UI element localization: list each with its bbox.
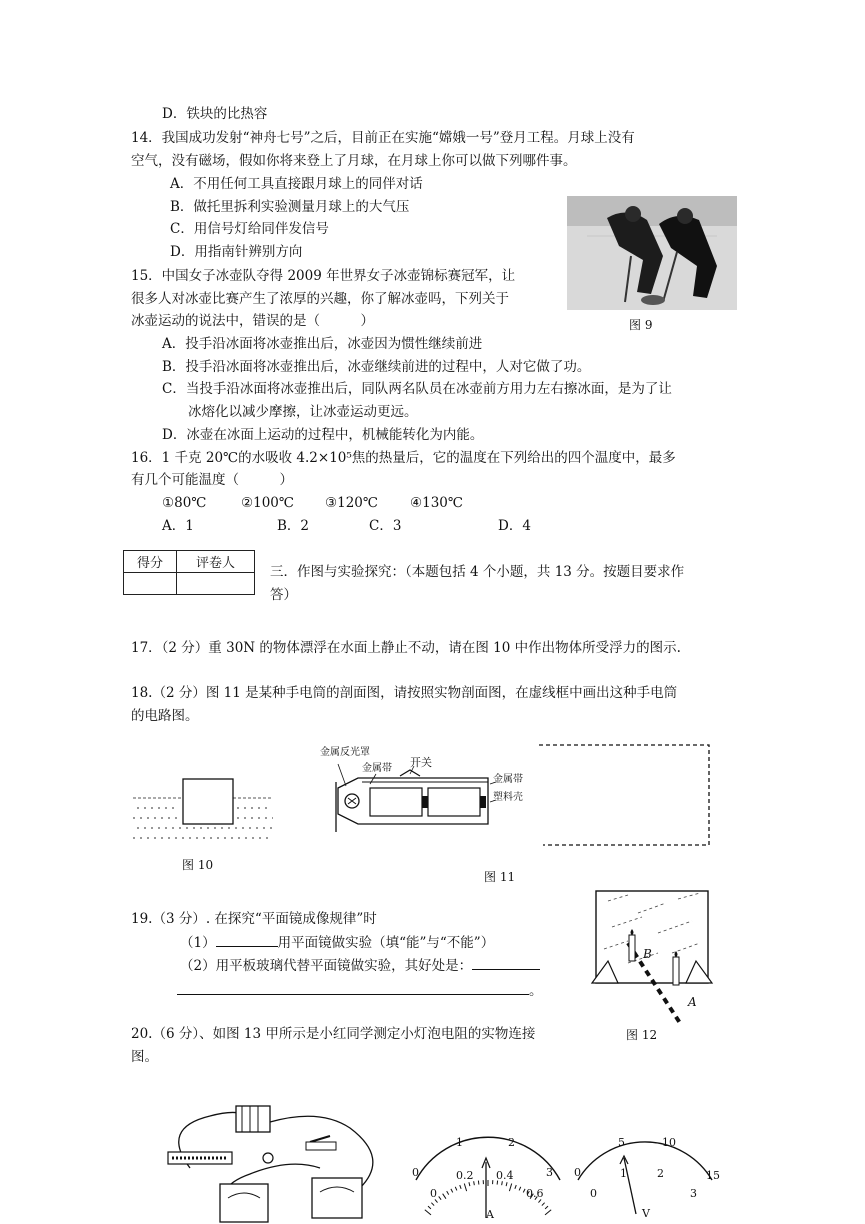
q15-line1: 15．中国女子冰壶队夺得 2009 年世界女子冰壶锦标赛冠军，让 [131, 268, 516, 284]
section3-line1: 三．作图与实验探究：（本题包括 4 个小题，共 13 分。按题目要求作 [270, 564, 685, 580]
grader-header: 评卷人 [177, 551, 255, 573]
ammeter-bottom-2: 0.4 [496, 1169, 514, 1182]
q15-line2: 很多人对冰壶比赛产生了浓厚的兴趣，你了解冰壶吗，下列关于 [131, 291, 509, 307]
fig12-label-a: A [688, 995, 697, 1009]
q19-blank-3[interactable] [177, 980, 529, 995]
grade-box [123, 550, 255, 595]
ammeter-tick [431, 1203, 434, 1206]
q19-part1-suffix: 用平面镜做实验（填“能”与“不能”） [277, 935, 495, 951]
figure-11-caption: 图 11 [484, 870, 516, 884]
q14-option-d: D．用指南针辨别方向 [170, 244, 303, 260]
fig11-label-reflector: 金属反光罩 [320, 747, 370, 758]
q14-option-b: B．做托里拆利实验测量月球上的大气压 [170, 199, 410, 215]
grader-cell[interactable] [177, 573, 255, 595]
circuit-drawing-box[interactable] [537, 742, 713, 848]
q19-part2 [180, 955, 540, 976]
voltmeter-top-1: 5 [618, 1136, 625, 1149]
q19-part2-text: （2）用平板玻璃代替平面镜做实验，其好处是： [180, 958, 473, 974]
q16-line1: 16．1 千克 20℃的水吸收 4.2×10⁵焦的热量后，它的温度在下列给出的四个温度中，最多 [131, 450, 676, 466]
q19-part1 [180, 932, 494, 953]
ammeter-top-1: 1 [456, 1136, 463, 1149]
ammeter-tick [519, 1187, 521, 1191]
q19-part2-cont [177, 980, 543, 1001]
figure-10-drawing [133, 775, 273, 847]
ammeter-label: A [486, 1208, 494, 1221]
q14-line1: 14．我国成功发射“神舟七号”之后，目前正在实施“嫦娥一号”登月工程。月球上没有 [131, 130, 635, 146]
score-header: 得分 [124, 551, 177, 573]
voltmeter-bottom-2: 2 [657, 1167, 664, 1180]
q16-temp-3: ③120℃ [325, 495, 378, 511]
ammeter-tick [425, 1210, 431, 1215]
ammeter-tick [447, 1191, 449, 1194]
q20-line2: 图。 [131, 1049, 158, 1065]
fig11-label-shell: 塑料壳 [493, 792, 523, 803]
q16-option-d: D．4 [498, 518, 531, 534]
ammeter-tick [509, 1183, 511, 1191]
q14-option-c: C．用信号灯给同伴发信号 [170, 221, 329, 237]
q15-option-b: B．投手沿冰面将冰壶推出后，冰壶继续前进的过程中，人对它做了功。 [162, 359, 591, 375]
q19-blank-1[interactable] [216, 932, 278, 947]
ammeter-tick [469, 1182, 470, 1186]
ammeter-tick [542, 1203, 545, 1206]
q19-line1: 19.（3 分）. 在探究“平面镜成像规律”时 [131, 911, 377, 927]
fig11-label-switch: 开关 [410, 756, 432, 769]
figure-9-caption: 图 9 [629, 318, 653, 332]
ammeter-tick [523, 1189, 525, 1193]
figure-9-photo [567, 196, 737, 310]
ammeter-tick [460, 1185, 461, 1189]
section3-line2: 答） [270, 587, 297, 603]
q16-temp-1: ①80℃ [162, 495, 207, 511]
q18-line2: 的电路图。 [131, 708, 199, 724]
ammeter-bottom-1: 0.2 [456, 1169, 474, 1182]
q20-line1: 20.（6 分）、如图 13 甲所示是小红同学测定小灯泡电阻的实物连接 [131, 1026, 536, 1042]
q16-line2: 有几个可能温度（ ） [131, 472, 293, 488]
q19-line4-end: 。 [529, 983, 543, 999]
q15-option-c: C．当投手沿冰面将冰壶推出后，同队两名队员在冰壶前方用力左右擦冰面，是为了让 [162, 381, 672, 397]
figure-13-circuit [150, 1098, 390, 1224]
voltmeter-bottom-1: 1 [620, 1167, 627, 1180]
voltmeter-top-2: 10 [662, 1136, 676, 1149]
q16-temp-4: ④130℃ [410, 495, 463, 511]
ammeter-bottom-0: 0 [430, 1187, 437, 1200]
q16-option-a: A．1 [162, 518, 194, 534]
q18-line1: 18.（2 分）图 11 是某种手电筒的剖面图，请按照实物剖面图，在虚线框中画出这种手电筒 [131, 685, 678, 701]
ammeter-tick [515, 1185, 516, 1189]
ammeter-bottom-3: 0.6 [526, 1187, 544, 1200]
voltmeter-bottom-0: 0 [590, 1187, 597, 1200]
q16-option-b: B．2 [277, 518, 310, 534]
ammeter-tick [428, 1206, 431, 1209]
q19-part1-prefix: （1） [180, 935, 216, 951]
q16-option-c: C．3 [369, 518, 402, 534]
ammeter-tick [443, 1194, 446, 1199]
q16-temp-2: ②100℃ [241, 495, 294, 511]
voltmeter-label: V [642, 1207, 650, 1220]
figure-10-caption: 图 10 [182, 858, 214, 872]
ammeter-top-3: 3 [546, 1166, 553, 1179]
ammeter-tick [464, 1183, 466, 1191]
q15-option-c-cont: 冰熔化以减少摩擦，让冰壶运动更远。 [188, 404, 418, 420]
voltmeter-top-3: 15 [706, 1169, 720, 1182]
ammeter-tick [439, 1196, 441, 1199]
fig12-label-b: B [643, 947, 652, 961]
q14-line2: 空气，没有磁场，假如你将来登上了月球，在月球上你可以做下列哪件事。 [131, 153, 577, 169]
ammeter-top-2: 2 [508, 1136, 515, 1149]
q13-option-d: D．铁块的比热容 [162, 106, 268, 122]
ammeter-tick [506, 1182, 507, 1186]
voltmeter-bottom-3: 3 [690, 1187, 697, 1200]
ammeter-tick [545, 1206, 548, 1209]
q19-blank-2[interactable] [472, 955, 540, 970]
ammeter-tick [474, 1181, 475, 1185]
voltmeter-top-0: 0 [574, 1166, 581, 1179]
q15-line3: 冰壶运动的说法中，错误的是（ ） [131, 313, 374, 329]
fig11-label-strip-left: 金属帯 [362, 763, 392, 774]
q14-option-a: A．不用任何工具直接跟月球上的同伴对话 [170, 176, 423, 192]
q15-option-d: D．冰壶在冰面上运动的过程中，机械能转化为内能。 [162, 427, 484, 443]
fig11-label-strip-right: 金属帯 [493, 774, 523, 785]
ammeter-tick [455, 1187, 457, 1191]
ammeter-tick [545, 1210, 551, 1215]
ammeter-top-0: 0 [412, 1166, 419, 1179]
q17-text: 17．（2 分）重 30N 的物体漂浮在水面上静止不动，请在图 10 中作出物体所受浮力的图示. [131, 640, 681, 656]
ammeter-tick [451, 1189, 453, 1193]
figure-12-caption: 图 12 [626, 1028, 658, 1042]
score-cell[interactable] [124, 573, 177, 595]
q15-option-a: A．投手沿冰面将冰壶推出后，冰壶因为惯性继续前进 [162, 336, 483, 352]
